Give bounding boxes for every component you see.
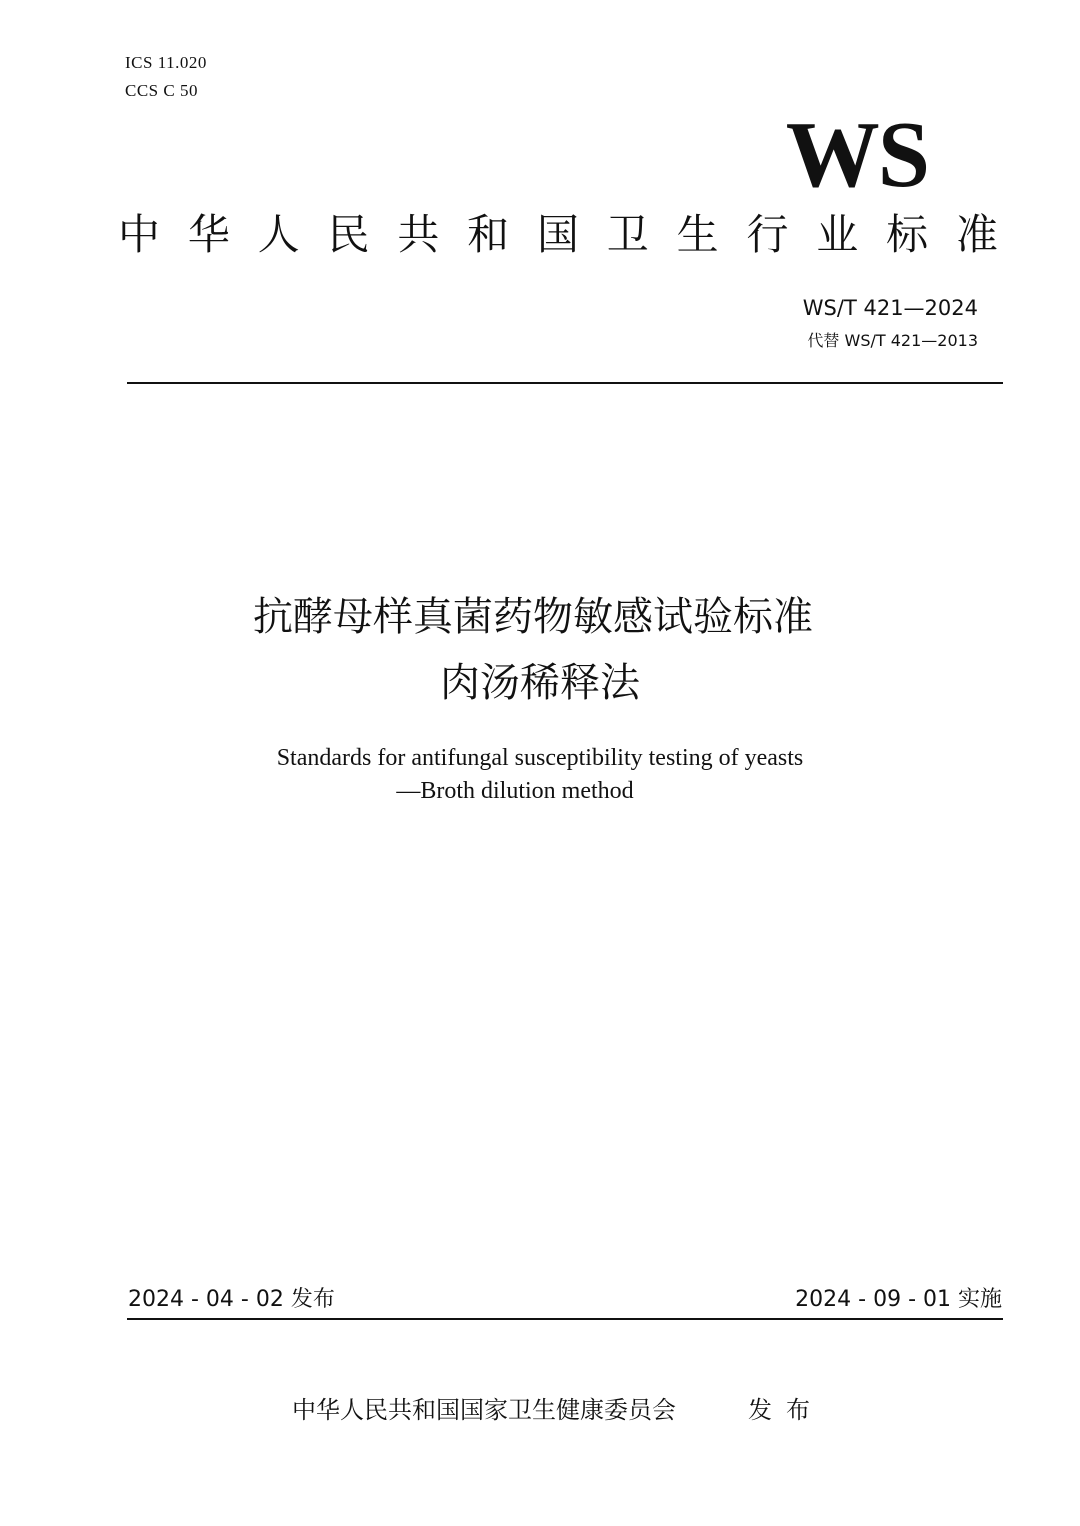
standard-number: WS/T 421—2024 (802, 296, 978, 320)
org-title-char: 和 (467, 210, 510, 259)
org-title-char: 华 (187, 210, 230, 259)
org-title-char: 民 (327, 210, 370, 259)
org-title-char: 业 (816, 210, 859, 259)
org-title-char: 卫 (606, 210, 649, 259)
bottom-divider (127, 1318, 1003, 1320)
chinese-title-line-2: 肉汤稀释法 (440, 660, 640, 706)
org-title (118, 205, 998, 265)
english-title-line-1: Standards for antifungal susceptibility testing of yeasts (276, 745, 804, 771)
org-title-char: 人 (257, 210, 300, 259)
ccs-code: CCS C 50 (125, 81, 198, 100)
org-title-char: 共 (397, 210, 440, 259)
english-title (0, 742, 1080, 808)
org-title-char: 国 (536, 210, 579, 259)
ws-logo: WS (785, 103, 928, 207)
top-divider (127, 382, 1003, 384)
replaces-standard: 代替 WS/T 421—2013 (807, 331, 978, 350)
chinese-title (0, 584, 1080, 716)
issue-label: 发布 (748, 1396, 824, 1424)
org-title-char: 准 (955, 210, 998, 259)
org-title-char: 中 (118, 210, 161, 259)
ics-code: ICS 11.020 (125, 53, 207, 72)
chinese-title-line-1: 抗酵母样真菌药物敏感试验标准 (253, 594, 813, 640)
org-title-char: 标 (886, 210, 929, 259)
org-title-char: 生 (676, 210, 719, 259)
effective-date: 2024 - 09 - 01 实施 (795, 1287, 1002, 1312)
issue-date: 2024 - 04 - 02 发布 (128, 1287, 335, 1312)
english-title-line-2: —Broth dilution method (396, 778, 634, 804)
issuing-authority: 中华人民共和国国家卫生健康委员会 (292, 1396, 676, 1424)
org-title-char: 行 (746, 210, 789, 259)
